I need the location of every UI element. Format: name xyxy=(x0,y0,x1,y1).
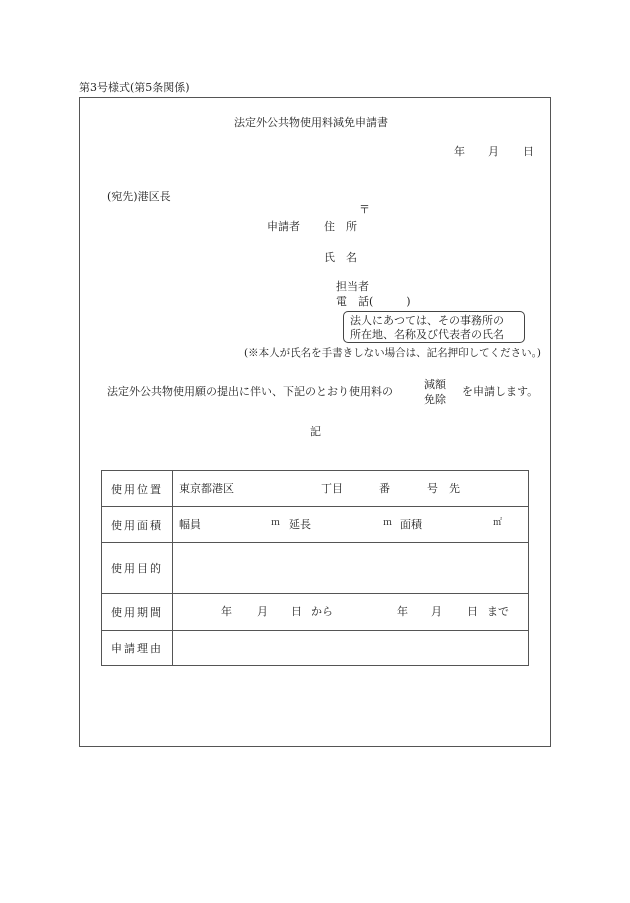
area-field[interactable] xyxy=(173,507,529,543)
area-label: 使用面積 xyxy=(102,507,173,543)
area-length-label: 延長 xyxy=(289,518,311,531)
name-label: 氏 名 xyxy=(324,251,357,264)
row-area xyxy=(102,507,529,543)
period-until-label: まで xyxy=(487,605,509,618)
date-year: 年 xyxy=(454,145,465,158)
applicant-label: 申請者 xyxy=(267,220,300,233)
reason-label: 申請理由 xyxy=(102,631,173,666)
purpose-field[interactable] xyxy=(173,543,529,594)
row-period xyxy=(102,594,529,631)
area-unit-m3: ㎡ xyxy=(493,518,503,528)
location-ban: 番 xyxy=(379,482,390,495)
period-label: 使用期間 xyxy=(102,594,173,631)
date-day: 日 xyxy=(523,145,534,158)
corporate-note-line1: 法人にあつては、その事務所の xyxy=(350,314,504,327)
area-width-label: 幅員 xyxy=(179,518,201,531)
area-unit-m2: ｍ xyxy=(383,518,393,528)
location-chome: 丁目 xyxy=(321,482,343,495)
period-field[interactable] xyxy=(173,594,529,631)
location-field[interactable] xyxy=(173,471,529,507)
contact-person-label: 担当者 xyxy=(336,280,369,293)
area-area-label: 面積 xyxy=(400,518,422,531)
document-title: 法定外公共物使用料減免申請書 xyxy=(234,116,388,129)
purpose-label: 使用目的 xyxy=(102,543,173,594)
request-suffix: を申請します。 xyxy=(462,385,539,398)
location-go: 号 先 xyxy=(427,482,460,495)
address-label: 住 所 xyxy=(324,220,357,233)
ki-heading: 記 xyxy=(310,425,321,438)
form-number: 第3号様式(第5条関係) xyxy=(79,81,190,94)
period-to-month: 月 xyxy=(431,605,442,618)
option-exempt: 免除 xyxy=(424,393,446,406)
row-location xyxy=(102,471,529,507)
postal-mark: 〒 xyxy=(359,203,370,216)
signature-note: (※本人が氏名を手書きしない場合は、記名押印してください。) xyxy=(244,347,541,359)
period-from-day: 日 xyxy=(291,605,302,618)
addressee: (宛先)港区長 xyxy=(107,190,171,203)
period-from-year: 年 xyxy=(221,605,232,618)
date-month: 月 xyxy=(488,145,499,158)
reason-field[interactable] xyxy=(173,631,529,666)
period-to-year: 年 xyxy=(397,605,408,618)
row-purpose xyxy=(102,543,529,594)
phone-label: 電 話( ) xyxy=(336,295,411,308)
application-table xyxy=(101,470,529,666)
location-city: 東京都港区 xyxy=(179,482,234,495)
period-from-label: から xyxy=(311,605,333,618)
row-reason xyxy=(102,631,529,666)
period-from-month: 月 xyxy=(257,605,268,618)
corporate-note-line2: 所在地、名称及び代表者の氏名 xyxy=(350,328,504,341)
period-to-day: 日 xyxy=(467,605,478,618)
area-unit-m1: ｍ xyxy=(271,518,281,528)
location-label: 使用位置 xyxy=(102,471,173,507)
request-prefix: 法定外公共物使用願の提出に伴い、下記のとおり使用料の xyxy=(107,385,393,398)
option-reduce: 減額 xyxy=(424,378,446,391)
